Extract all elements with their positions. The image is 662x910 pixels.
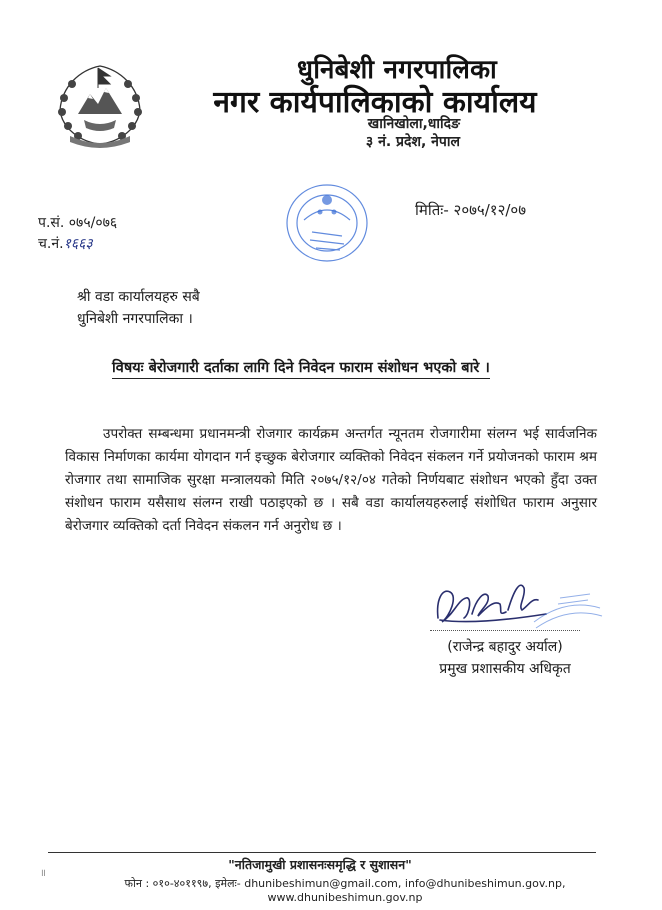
footer-motto: "नतिजामुखी प्रशासनःसमृद्धि र सुशासन"	[228, 857, 412, 872]
reference-number-label: प.सं.	[38, 215, 65, 231]
footer-divider	[48, 852, 596, 853]
footer-contact: फोन : ०१०-४०११९७, इमेलः- dhunibeshimun@gmail.com, info@dhunibeshimun.gov.np, www.dhunibeshimun.gov.np	[124, 877, 566, 904]
recipient-line-1: श्री वडा कार्यालयहरु सबै	[77, 289, 200, 305]
margin-mark: ॥	[40, 868, 46, 879]
office-name: नगर कार्यपालिकाको कार्यालय	[213, 85, 537, 120]
date-label: मितिः-	[415, 201, 449, 219]
reference-number	[38, 213, 117, 232]
letter-subject: विषयः बेरोजगारी दर्ताका लागि दिने निवेदन फाराम संशोधन भएको बारे ।	[112, 357, 490, 379]
signature-line	[430, 630, 580, 631]
date-value: २०७५/१२/०७	[453, 201, 527, 219]
dispatch-number-label: च.नं.	[38, 236, 64, 252]
signature-stamp-icon	[530, 588, 605, 633]
signer-name: (राजेन्द्र बहादुर अर्याल)	[447, 639, 563, 655]
letter-body: उपरोक्त सम्बन्धमा प्रधानमन्त्री रोजगार कार्यक्रम अन्तर्गत न्यूनतम रोजगारीमा संलग्न भई सार्वजनिक विकास निर्माणका कार्यमा योगदान गर्न इच्छुक बेरोजगार व्यक्तिको निवेदन संकलन गर्ने प्रयोजनको फाराम श्रम रोजगार तथा सामाजिक सुरक्षा मन्त्रालयको मिति २०७५/१२/०४ गतेको निर्णयबाट संशोधन भएको हुँदा उक्त संशोधन फाराम यसैसाथ संलग्न राखी पठाइएको छ । सबै वडा कार्यालयहरुलाई संशोधित फाराम अनुसार बेरोजगार व्यक्तिको दर्ता निवेदन संकलन गर्न अनुरोध छ ।	[65, 426, 597, 534]
reference-number-value: ०७५/०७६	[68, 215, 118, 231]
office-address-line2: ३ नं. प्रदेश, नेपाल	[365, 134, 460, 150]
nepal-emblem-icon	[50, 58, 150, 148]
signer-title: प्रमुख प्रशासकीय अधिकृत	[439, 661, 571, 677]
letter-date	[415, 200, 526, 220]
dispatch-number-value: १६६३	[63, 236, 93, 252]
office-stamp-icon	[282, 180, 372, 266]
municipality-name: धुनिबेशी नगरपालिका	[297, 55, 497, 85]
recipient-line-2: धुनिबेशी नगरपालिका ।	[77, 311, 193, 327]
office-address-line1: खानिखोला,धादिङ	[367, 116, 460, 132]
dispatch-number	[38, 234, 93, 253]
